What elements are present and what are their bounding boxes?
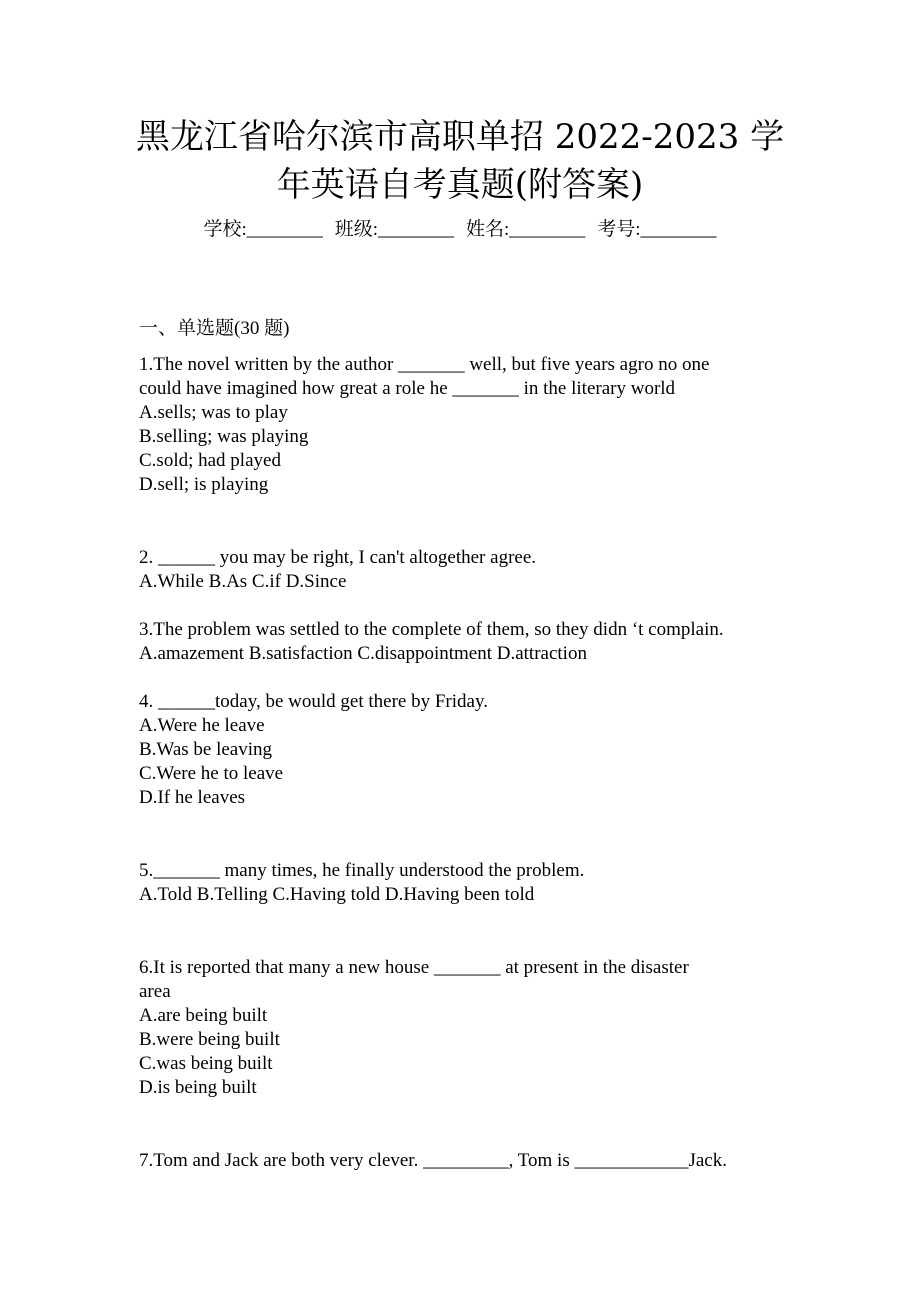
question-1-stem-line-1: 1.The novel written by the author _______ well, but five years agro no one [139,354,710,375]
question-6-option-d: D.is being built [139,1077,257,1098]
question-5-options: A.Told B.Telling C.Having told D.Having been told [139,884,535,905]
page-title-line-1: 黑龙江省哈尔滨市高职单招 2022-2023 学 [135,117,785,157]
question-1-option-b: B.selling; was playing [139,426,309,447]
question-6-stem-line-2: area [139,981,171,1002]
question-6-option-b: B.were being built [139,1029,280,1050]
question-4-stem: 4. ______today, be would get there by Friday. [139,691,488,712]
student-info-row [0,217,920,243]
exam-number-field: 考号:________ [597,219,717,240]
question-2-options: A.While B.As C.if D.Since [139,571,347,592]
question-5-stem: 5._______ many times, he finally understood the problem. [139,860,585,881]
question-1-stem-line-2: could have imagined how great a role he _______ in the literary world [139,378,676,399]
question-4-option-a: A.Were he leave [139,715,265,736]
question-6-option-a: A.are being built [139,1005,268,1026]
question-4-option-b: B.Was be leaving [139,739,273,760]
question-7-stem: 7.Tom and Jack are both very clever. _________, Tom is ____________Jack. [139,1150,727,1171]
school-field: 学校:________ [203,219,323,240]
question-2-stem: 2. ______ you may be right, I can't altogether agree. [139,547,537,568]
question-6-stem-line-1: 6.It is reported that many a new house _______ at present in the disaster [139,957,689,978]
question-1-option-c: C.sold; had played [139,450,281,471]
page-title-line-2: 年英语自考真题(附答案) [276,165,644,205]
question-4-option-d: D.If he leaves [139,787,246,808]
question-3-options: A.amazement B.satisfaction C.disappointment D.attraction [139,643,587,664]
question-6-option-c: C.was being built [139,1053,273,1074]
class-field: 班级:________ [334,219,454,240]
name-field: 姓名:________ [466,219,586,240]
question-4-option-c: C.Were he to leave [139,763,284,784]
question-1-option-a: A.sells; was to play [139,402,288,423]
question-1-option-d: D.sell; is playing [139,474,269,495]
section-heading: 一、单选题(30 题) [139,318,290,339]
question-3-stem: 3.The problem was settled to the complete of them, so they didn ‘t complain. [139,619,724,640]
